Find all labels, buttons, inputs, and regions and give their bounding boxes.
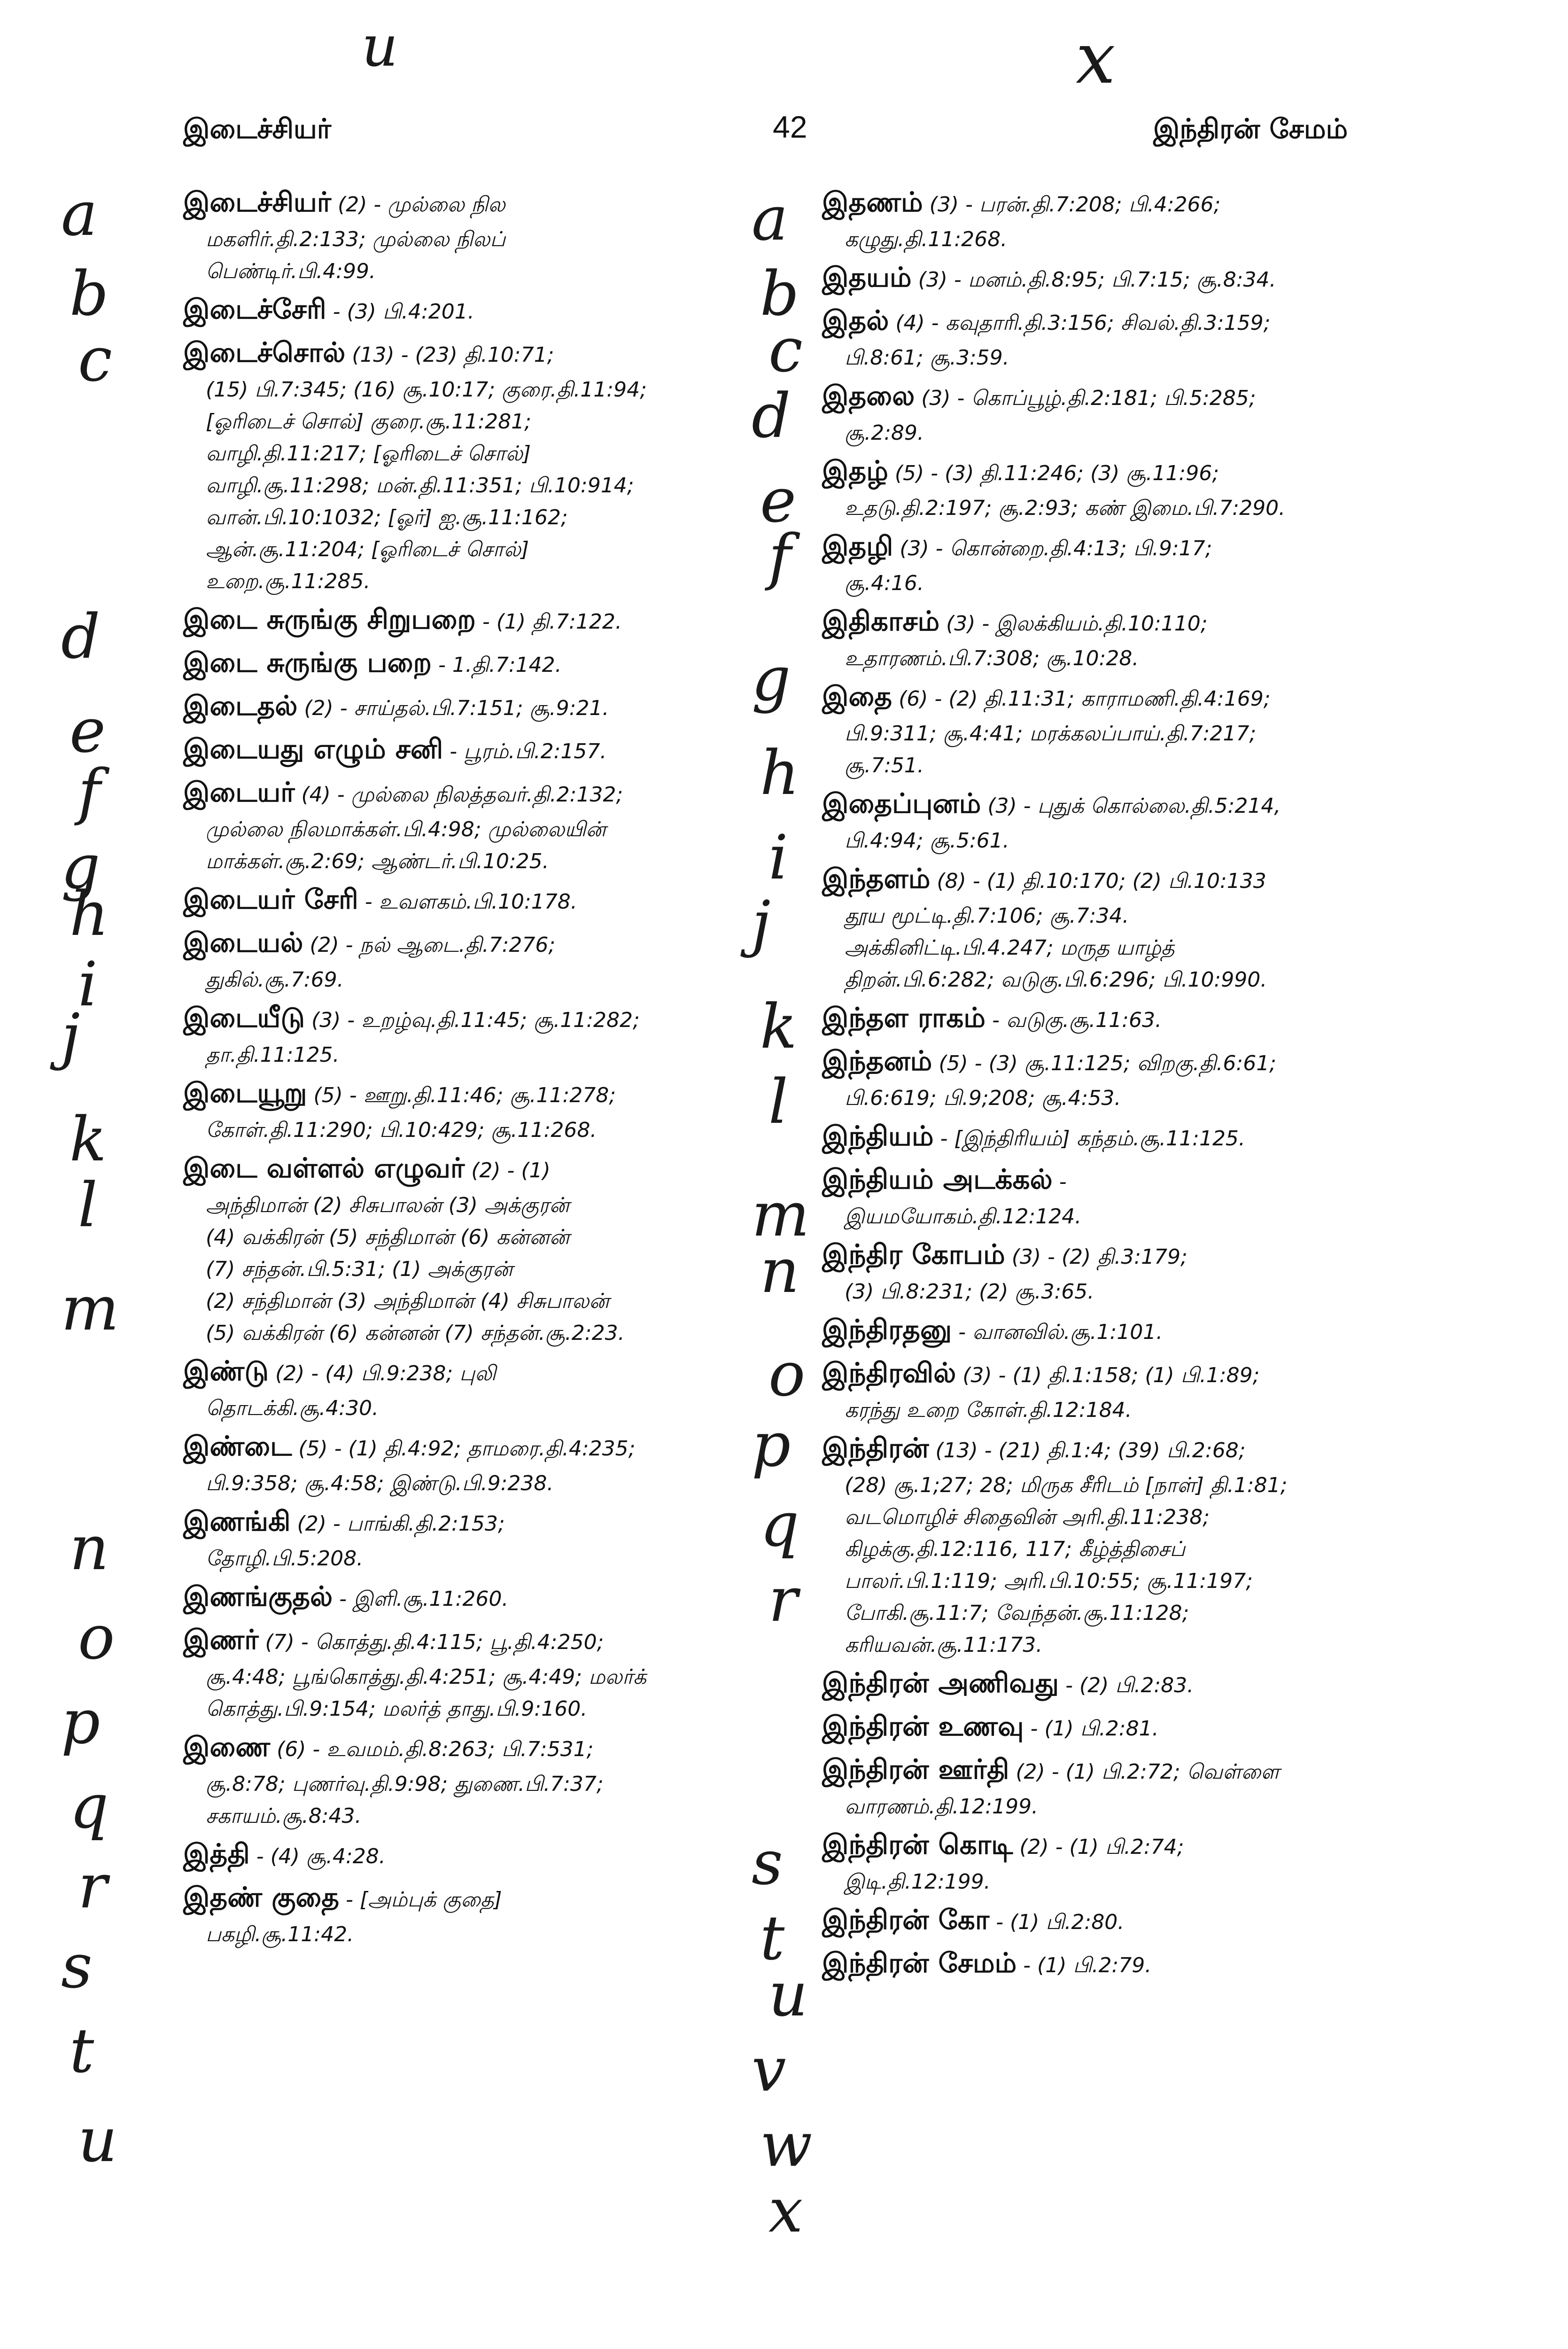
entry-continuation-line: (4) வக்கிரன் (5) சந்திமான் (6) கன்னன் (206, 1225, 570, 1249)
right-margin-mark: q (760, 1489, 800, 1560)
entry-definition: - உவளகம்.பி.10:178. (358, 890, 577, 914)
right-margin-mark: m (752, 1179, 810, 1250)
entry-continuation-line: சூ.2:89. (845, 421, 924, 445)
entry-headword: இதணம் (822, 186, 923, 218)
dictionary-entry (822, 1311, 1409, 1351)
entry-first-line (822, 258, 1409, 299)
entry-continuation-line: பி.9:311; சூ.4:41; மரக்கலப்பாய்.தி.7:217; (845, 722, 1257, 746)
entry-continuation-line: (5) வக்கிரன் (6) கன்னன் (7) சந்தன்.சூ.2:23. (206, 1321, 625, 1345)
entry-continuation-line: முல்லை நிலமாக்கள்.பி.4:98; முல்லையின் (206, 817, 606, 841)
entry-continuation-line: ஆன்.சூ.11:204; [ஓரிடைச் சொல்] (206, 537, 529, 561)
dictionary-entry (822, 677, 1409, 782)
entry-headword: இதிகாசம் (822, 605, 940, 637)
right-margin-mark: d (752, 380, 791, 451)
entry-continuation-line: வான்.பி.10:1032; [ஓர்] ஐ.சூ.11:162; (206, 506, 568, 529)
dictionary-entry (822, 527, 1409, 599)
right-margin-mark: s (752, 1827, 783, 1898)
entry-definition: (3) - (2) தி.3:179; (1005, 1245, 1188, 1269)
entry-continuation-line: பி.4:94; சூ.5:61. (845, 829, 1009, 853)
entry-headword: இதலை (822, 380, 915, 412)
entry-continuation-line: சகாயம்.சூ.8:43. (206, 1804, 362, 1828)
entry-first-line (183, 1878, 770, 1919)
entry-first-line (183, 1835, 770, 1875)
entry-first-line (822, 677, 1409, 718)
entry-first-line (822, 183, 1409, 224)
entry-definition: (6) - (2) தி.11:31; காராமணி.தி.4:169; (892, 687, 1271, 711)
entry-definition: - (1052, 1170, 1067, 1194)
entry-definition: - (3) பி.4:201. (326, 300, 474, 324)
entry-headword: இந்திர கோபம் (822, 1238, 1005, 1270)
entry-continuation-line: வடமொழிச் சிதைவின் அரி.தி.11:238; (845, 1505, 1210, 1529)
entry-first-line (822, 1707, 1409, 1748)
entry-headword: இந்திரன் கோ (822, 1904, 990, 1936)
entry-headword: இதை (822, 680, 893, 712)
entry-first-line (822, 1901, 1409, 1941)
entry-continuation-line: திறன்.பி.6:282; வடுகு.பி.6:296; பி.10:990. (845, 968, 1267, 992)
entry-headword: இந்திரன் கொடி (822, 1828, 1013, 1860)
entry-continuation-line: கிழக்கு.தி.12:116, 117; கீழ்த்திசைப் (845, 1537, 1186, 1561)
entry-definition: - (4) சூ.4:28. (249, 1844, 386, 1868)
entry-continuation-line: சூ.4:48; பூங்கொத்து.தி.4:251; சூ.4:49; மலர்க் (206, 1665, 647, 1689)
entry-definition: (3) - இலக்கியம்.தி.10:110; (939, 612, 1208, 636)
entry-first-line (183, 1578, 770, 1618)
entry-headword: இதண் குதை (183, 1881, 340, 1913)
entry-headword: இடைச்சேரி (183, 293, 326, 325)
entry-continuation-line: அக்கினிட்டி.பி.4.247; மருத யாழ்த் (845, 936, 1175, 960)
entry-definition: - இளி.சூ.11:260. (333, 1587, 509, 1611)
dictionary-entry (822, 1664, 1409, 1704)
entry-headword: இந்திரதனு (822, 1314, 952, 1346)
entry-first-line (183, 1427, 770, 1468)
left-margin-mark: b (70, 258, 109, 329)
entry-continuation-line: சூ.4:16. (845, 571, 924, 595)
entry-headword: இந்திரன் (822, 1432, 929, 1464)
entry-continuation-line: (2) சந்திமான் (3) அந்திமான் (4) சிசுபாலன் (206, 1289, 609, 1313)
dictionary-entry (183, 999, 770, 1071)
entry-first-line (183, 1352, 770, 1392)
dictionary-entry (183, 600, 770, 641)
entry-headword: இதயம் (822, 261, 912, 293)
entry-definition: (3) - உறழ்வு.தி.11:45; சூ.11:282; (304, 1008, 640, 1032)
right-margin-mark: i (768, 822, 788, 893)
left-margin-mark: d (61, 601, 101, 672)
dictionary-entry (183, 334, 770, 598)
entry-definition: - [இந்திரியம்] கந்தம்.சூ.11:125. (933, 1127, 1245, 1151)
right-margin-mark: p (752, 1409, 791, 1480)
right-margin-mark: h (760, 737, 800, 809)
entry-first-line (822, 1429, 1409, 1470)
left-margin-mark: e (70, 695, 106, 766)
entry-first-line (822, 1826, 1409, 1866)
dictionary-entry (183, 1352, 770, 1424)
left-margin-mark: c (78, 324, 112, 395)
dictionary-entry (183, 290, 770, 331)
entry-headword: இடை சுருங்கு சிறுபறை (183, 603, 476, 635)
entry-continuation-line: சூ.8:78; புணர்வு.தி.9:98; துணை.பி.7:37; (206, 1772, 604, 1796)
right-margin-mark: u (768, 1959, 808, 2030)
entry-continuation-line: (15) பி.7:345; (16) சூ.10:17; குரை.தி.11:94; (206, 378, 647, 402)
entry-first-line (183, 773, 770, 814)
entry-continuation-line: பி.8:61; சூ.3:59. (845, 346, 1009, 370)
right-margin-mark: c (768, 314, 803, 386)
entry-definition: (2) - (1) (465, 1159, 551, 1182)
entry-definition: (8) - (1) தி.10:170; (2) பி.10:133 (930, 869, 1266, 893)
dictionary-entry (183, 1578, 770, 1618)
entry-headword: இண்டை (183, 1430, 292, 1462)
entry-definition: (3) - மனம்.தி.8:95; பி.7:15; சூ.8:34. (911, 268, 1276, 292)
entry-first-line (183, 730, 770, 770)
entry-continuation-line: கரந்து உறை கோள்.தி.12:184. (845, 1398, 1132, 1422)
entry-first-line (183, 600, 770, 641)
dictionary-entry (183, 1728, 770, 1832)
entry-headword: இடையல் (183, 926, 303, 958)
entry-first-line (822, 302, 1409, 342)
page-number: 42 (773, 109, 807, 144)
entry-first-line (183, 1074, 770, 1114)
entry-definition: (3) - பரன்.தி.7:208; பி.4:266; (923, 193, 1221, 217)
entry-first-line (822, 1944, 1409, 1984)
entry-definition: - வானவில்.சூ.1:101. (952, 1320, 1163, 1344)
left-margin-mark: j (61, 1000, 80, 1072)
entry-definition: (2) - பாங்கி.தி.2:153; (290, 1512, 505, 1536)
entry-first-line (183, 880, 770, 921)
left-margin-mark: i (78, 949, 98, 1020)
entry-first-line (822, 860, 1409, 900)
entry-headword: இடை சுருங்கு பறை (183, 646, 432, 678)
entry-definition: (5) - (3) சூ.11:125; விறகு.தி.6:61; (932, 1051, 1277, 1075)
dictionary-entry (183, 880, 770, 921)
entry-headword: இடைச்சியர் (183, 186, 332, 218)
entry-first-line (822, 785, 1409, 825)
entry-headword: இந்தளம் (822, 863, 931, 894)
entry-continuation-line: கரியவன்.சூ.11:173. (845, 1633, 1043, 1657)
entry-continuation-line: பாலர்.பி.1:119; அரி.பி.10:55; சூ.11:197; (845, 1569, 1253, 1593)
entry-headword: இணர் (183, 1624, 259, 1656)
right-margin-mark: o (768, 1338, 806, 1410)
entry-definition: - (1) பி.2:79. (1017, 1953, 1152, 1977)
handwritten-top-right-mark: x (1076, 18, 1116, 100)
entry-first-line (822, 377, 1409, 417)
entry-headword: இந்திரன் சேமம் (822, 1947, 1017, 1979)
dictionary-entry (822, 1429, 1409, 1661)
entry-continuation-line: பகழி.சூ.11:42. (206, 1922, 354, 1946)
entry-definition: (2) - நல் ஆடை.தி.7:276; (303, 933, 556, 957)
entry-headword: இதழ் (822, 455, 888, 487)
left-margin-mark: h (70, 878, 109, 949)
right-margin-mark: f (768, 521, 792, 592)
entry-first-line (183, 644, 770, 684)
entry-continuation-line: தூய மூட்டி.தி.7:106; சூ.7:34. (845, 904, 1129, 928)
entry-definition: (3) - கொப்பூழ்.தி.2:181; பி.5:285; (915, 386, 1256, 410)
dictionary-entry (183, 773, 770, 878)
entry-definition: (5) - ஊறு.தி.11:46; சூ.11:278; (307, 1083, 616, 1107)
entry-headword: இந்தனம் (822, 1045, 932, 1077)
dictionary-entry (822, 1042, 1409, 1114)
entry-definition: (3) - புதுக் கொல்லை.தி.5:214, (981, 794, 1281, 818)
dictionary-entry (822, 1236, 1409, 1308)
entry-first-line (822, 1664, 1409, 1704)
entry-headword: இடையீடு (183, 1002, 305, 1034)
entry-first-line (183, 1728, 770, 1768)
entry-continuation-line: பெண்டிர்.பி.4:99. (206, 259, 376, 283)
running-head-right: இந்திரன் சேமம் (1153, 113, 1348, 145)
right-margin-mark: w (760, 2109, 813, 2180)
entry-continuation-line: தொடக்கி.சூ.4:30. (206, 1396, 379, 1420)
entry-continuation-line: (7) சந்தன்.பி.5:31; (1) அக்குரன் (206, 1257, 513, 1281)
entry-first-line (183, 290, 770, 331)
left-margin-mark: o (78, 1602, 115, 1673)
dictionary-entry (183, 1502, 770, 1575)
entry-continuation-line: தோழி.பி.5:208. (206, 1547, 364, 1571)
entry-headword: இந்திரவில் (822, 1357, 956, 1389)
entry-continuation-line: துகில்.சூ.7:69. (206, 968, 344, 992)
left-column (183, 183, 770, 1953)
dictionary-entry (183, 644, 770, 684)
entry-definition: - பூரம்.பி.2:157. (443, 739, 607, 763)
left-margin-mark: n (70, 1512, 109, 1584)
entry-definition: (4) - கவுதாரி.தி.3:156; சிவல்.தி.3:159; (889, 311, 1271, 335)
entry-definition: (13) - (21) தி.1:4; (39) பி.2:68; (929, 1439, 1246, 1462)
entry-definition: (4) - முல்லை நிலத்தவர்.தி.2:132; (295, 783, 623, 807)
entry-continuation-line: உதாரணம்.பி.7:308; சூ.10:28. (845, 646, 1139, 670)
left-margin-mark: q (70, 1771, 109, 1842)
entry-continuation-line: [ஓரிடைச் சொல்] குரை.சூ.11:281; (206, 410, 531, 434)
entry-continuation-line: உதடு.தி.2:197; சூ.2:93; கண் இமை.பி.7:290. (845, 496, 1286, 520)
right-margin-mark: g (752, 643, 791, 715)
dictionary-entry (822, 302, 1409, 374)
entry-first-line (822, 602, 1409, 643)
entry-first-line (822, 527, 1409, 568)
dictionary-entry (183, 730, 770, 770)
dictionary-entry (183, 1074, 770, 1146)
dictionary-entry (822, 1707, 1409, 1748)
dictionary-entry (822, 258, 1409, 299)
entry-first-line (183, 1149, 770, 1190)
right-margin-mark: n (760, 1235, 800, 1307)
dictionary-entry (822, 1826, 1409, 1898)
entry-headword: இந்திரன் அணிவது (822, 1667, 1059, 1699)
entry-headword: இந்தியம் அடக்கல் (822, 1163, 1053, 1195)
entry-headword: இணை (183, 1731, 271, 1763)
entry-continuation-line: (3) பி.8:231; (2) சூ.3:65. (845, 1280, 1094, 1304)
entry-headword: இந்தள ராகம் (822, 1002, 986, 1034)
running-head-left: இடைச்சியர் (183, 113, 332, 145)
dictionary-entry (822, 602, 1409, 675)
entry-headword: இணங்குதல் (183, 1580, 333, 1612)
entry-definition: (2) - முல்லை நில (331, 193, 505, 217)
dictionary-entry (822, 785, 1409, 857)
right-margin-mark: b (760, 258, 800, 329)
entry-continuation-line: வாரணம்.தி.12:199. (845, 1795, 1039, 1819)
entry-definition: (2) - (4) பி.9:238; புலி (269, 1361, 496, 1385)
entry-definition: - (1) பி.2:80. (989, 1910, 1125, 1934)
entry-headword: இணங்கி (183, 1505, 291, 1537)
entry-continuation-line: (28) சூ.1;27; 28; மிருக சீரிடம் [நாள்] தி.1:81; (845, 1473, 1288, 1497)
entry-headword: இதைப்புனம் (822, 787, 981, 819)
entry-definition: - 1.தி.7:142. (431, 653, 562, 677)
entry-first-line (822, 1117, 1409, 1158)
right-margin-mark: a (752, 183, 788, 254)
left-margin-mark: m (61, 1273, 119, 1344)
entry-headword: இடைச்சொல் (183, 336, 346, 368)
right-margin-mark: k (760, 991, 797, 1062)
entry-first-line (183, 334, 770, 374)
entry-definition: (6) - உவமம்.தி.8:263; பி.7:531; (270, 1737, 594, 1761)
entry-first-line (822, 1042, 1409, 1082)
left-margin-mark: p (61, 1686, 101, 1758)
entry-first-line (183, 1621, 770, 1661)
entry-continuation-line: கழுது.தி.11:268. (845, 227, 1008, 251)
dictionary-entry (822, 1117, 1409, 1158)
left-margin-mark: u (78, 2104, 117, 2176)
entry-definition: (5) - (1) தி.4:92; தாமரை.தி.4:235; (292, 1437, 636, 1461)
entry-headword: இடையது எழும் சனி (183, 733, 443, 765)
dictionary-entry (183, 1427, 770, 1500)
dictionary-entry (822, 999, 1409, 1039)
entry-continuation-line: அந்திமான் (2) சிசுபாலன் (3) அக்குரன் (206, 1193, 570, 1217)
entry-headword: இத்தி (183, 1838, 250, 1870)
dictionary-entry (822, 1901, 1409, 1941)
entry-definition: - (2) பி.2:83. (1059, 1673, 1194, 1697)
dictionary-entry (822, 1944, 1409, 1984)
entry-continuation-line: பி.9:358; சூ.4:58; இண்டு.பி.9:238. (206, 1471, 554, 1495)
right-margin-mark: r (768, 1564, 798, 1635)
entry-first-line (183, 999, 770, 1039)
entry-first-line (822, 452, 1409, 492)
dictionary-entry (183, 687, 770, 727)
left-margin-mark: t (70, 2015, 94, 2086)
entry-definition: - (1) பி.2:81. (1024, 1717, 1159, 1741)
right-margin-mark: l (768, 1066, 788, 1137)
entry-headword: இடையர் சேரி (183, 883, 358, 915)
entry-continuation-line: பி.6:619; பி.9;208; சூ.4:53. (845, 1086, 1121, 1110)
entry-first-line (822, 1354, 1409, 1394)
entry-continuation-line: கொத்து.பி.9:154; மலர்த் தாது.பி.9:160. (206, 1697, 588, 1721)
dictionary-entry (183, 924, 770, 996)
entry-definition: (2) - (1) பி.2:72; வெள்ளை (1009, 1760, 1280, 1784)
entry-first-line (822, 1236, 1409, 1276)
dictionary-entry (183, 183, 770, 288)
entry-first-line (183, 1502, 770, 1543)
dictionary-entry (822, 377, 1409, 449)
entry-continuation-line: இயமயோகம்.தி.12:124. (845, 1205, 1082, 1229)
entry-definition: (3) - (1) தி.1:158; (1) பி.1:89; (956, 1363, 1260, 1387)
dictionary-entry (822, 183, 1409, 256)
dictionary-entry (183, 1835, 770, 1875)
left-margin-mark: k (70, 1104, 107, 1175)
entry-continuation-line: கோள்.தி.11:290; பி.10:429; சூ.11:268. (206, 1118, 597, 1142)
handwritten-top-left-mark: u (362, 14, 398, 79)
entry-continuation-line: வாழி.சூ.11:298; மன்.தி.11:351; பி.10:914; (206, 474, 634, 498)
entry-definition: (2) - (1) பி.2:74; (1013, 1835, 1184, 1859)
dictionary-entry (822, 452, 1409, 524)
dictionary-entry (822, 1354, 1409, 1426)
entry-headword: இடையூறு (183, 1077, 307, 1109)
dictionary-entry (822, 860, 1409, 996)
entry-definition: (5) - (3) தி.11:246; (3) சூ.11:96; (888, 461, 1219, 485)
entry-headword: இண்டு (183, 1355, 269, 1387)
entry-definition: (3) - கொன்றை.தி.4:13; பி.9:17; (893, 537, 1212, 560)
dictionary-entry (822, 1750, 1409, 1823)
entry-first-line (183, 924, 770, 964)
entry-continuation-line: தா.தி.11:125. (206, 1043, 340, 1067)
entry-first-line (183, 687, 770, 727)
entry-definition: (2) - சாய்தல்.பி.7:151; சூ.9:21. (297, 696, 609, 720)
entry-definition: - [அம்புக் குதை] (339, 1888, 502, 1912)
entry-headword: இதல் (822, 304, 889, 336)
entry-first-line (822, 1750, 1409, 1791)
entry-continuation-line: போகி.சூ.11:7; வேந்தன்.சூ.11:128; (845, 1601, 1189, 1625)
dictionary-entry (183, 1621, 770, 1725)
entry-definition: (7) - கொத்து.தி.4:115; பூ.தி.4:250; (258, 1630, 604, 1654)
entry-headword: இந்திரன் ஊர்தி (822, 1753, 1009, 1785)
entry-definition: - (1) தி.7:122. (475, 610, 622, 634)
entry-continuation-line: உறை.சூ.11:285. (206, 569, 371, 593)
left-margin-mark: g (61, 831, 101, 902)
entry-continuation-line: இடி.தி.12:199. (845, 1870, 991, 1894)
left-margin-mark: s (61, 1930, 93, 2002)
left-margin-mark: a (61, 178, 98, 249)
entry-headword: இடை வள்ளல் எழுவர் (183, 1152, 465, 1184)
dictionary-entry (183, 1878, 770, 1951)
right-margin-mark: j (752, 887, 771, 959)
entry-continuation-line: மாக்கள்.சூ.2:69; ஆண்டர்.பி.10:25. (206, 849, 549, 873)
entry-first-line (822, 1311, 1409, 1351)
right-margin-mark: v (752, 2034, 786, 2105)
right-margin-mark: t (760, 1902, 785, 1974)
dictionary-entry (822, 1160, 1409, 1233)
entry-continuation-line: மகளிர்.தி.2:133; முல்லை நிலப் (206, 227, 506, 251)
entry-headword: இடைதல் (183, 690, 298, 722)
entry-headword: இதழி (822, 530, 893, 562)
right-column (822, 183, 1409, 1987)
entry-continuation-line: வாழி.தி.11:217; [ஓரிடைச் சொல்] (206, 442, 531, 466)
entry-first-line (183, 183, 770, 224)
dictionary-entry (183, 1149, 770, 1349)
entry-definition: (13) - (23) தி.10:71; (345, 343, 554, 367)
entry-first-line (822, 999, 1409, 1039)
right-margin-mark: e (760, 465, 796, 536)
left-margin-mark: r (78, 1851, 108, 1922)
entry-first-line (822, 1160, 1409, 1201)
left-margin-mark: l (78, 1169, 98, 1241)
entry-continuation-line: சூ.7:51. (845, 754, 924, 778)
entry-headword: இந்தியம் (822, 1120, 934, 1152)
entry-headword: இந்திரன் உணவு (822, 1710, 1024, 1742)
left-margin-mark: f (78, 756, 101, 827)
right-margin-mark: x (768, 2175, 803, 2246)
entry-definition: - வடுகு.சூ.11:63. (985, 1008, 1162, 1032)
entry-headword: இடையர் (183, 776, 295, 808)
